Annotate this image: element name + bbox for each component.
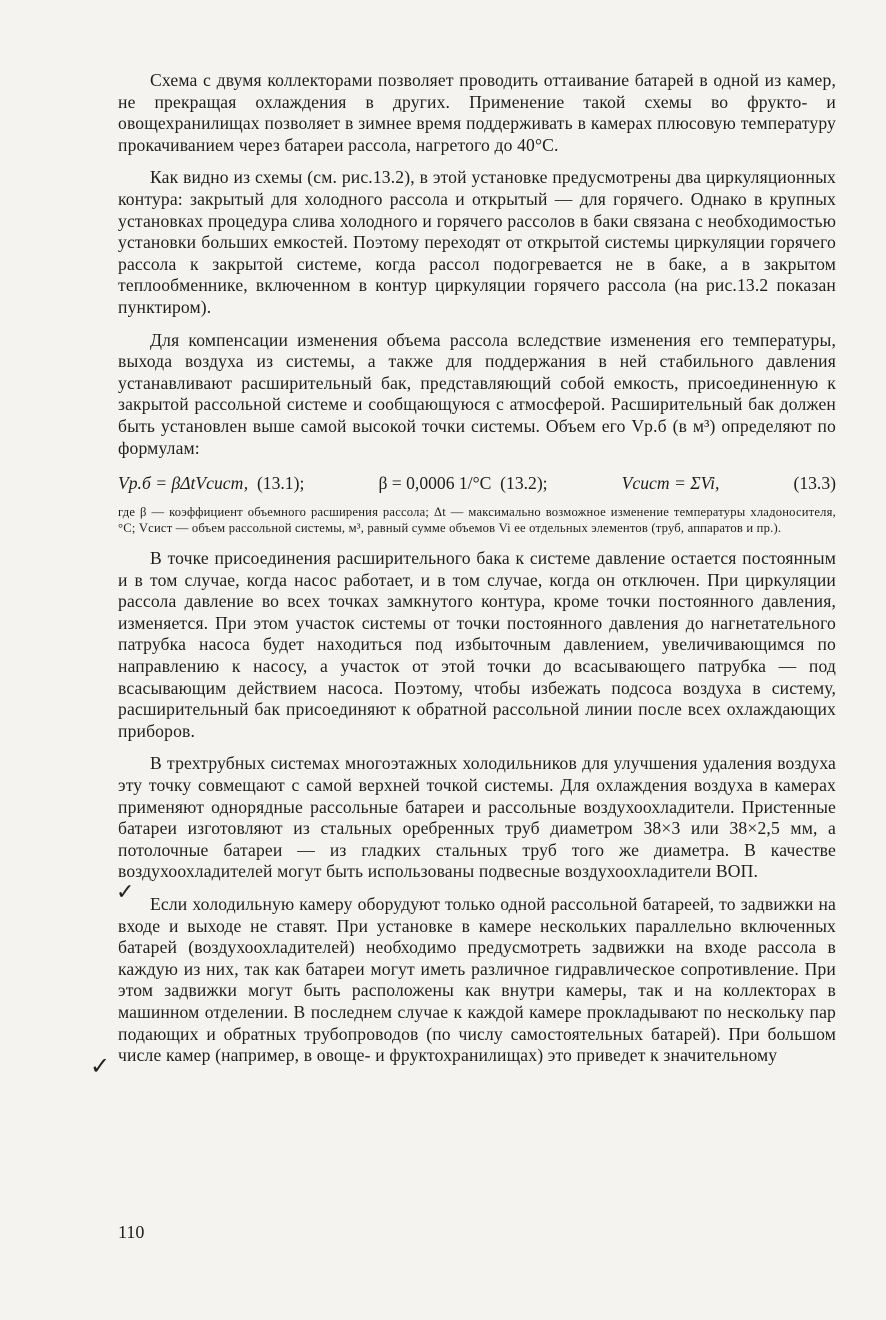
formula-13-1: Vр.б = βΔtVсист, (13.1); bbox=[118, 473, 305, 494]
handwritten-check-mark-2: ✓ bbox=[90, 1052, 111, 1080]
paragraph-4: В точке присоединения расширительного бака к системе давление остается постоянным и в том случае, когда насос работает, и в том случае, когда он отключен. При циркуляции рассола давление во всех точках замкнутого контура, кроме точки постоянного давления, изменяется. При этом участок системы от точки постоянного давления до нагнетательного патрубка насоса будет находиться под избыточным давлением, увеличивающимся по направлению к насосу, а участок от этой точки до всасывающего патрубка — под всасывающим действием насоса. Поэтому, чтобы избежать подсоса воздуха в систему, расширительный бак присоединяют к обратной рассольной линии после всех охлаждающих приборов. bbox=[118, 548, 836, 741]
formula-13-3-number: (13.3) bbox=[793, 473, 836, 494]
formula-line bbox=[118, 473, 836, 494]
paragraph-1: Схема с двумя коллекторами позволяет проводить оттаивание батарей в одной из камер, не прекращая охлаждения в других. Применение такой схемы во фрукто- и овощехранилищах позволяет в зимнее время поддерживать в камерах плюсовую температуру прокачиванием через батареи рассола, нагретого до 40°С. bbox=[118, 70, 836, 155]
paragraph-6: Если холодильную камеру оборудуют только одной рассольной батареей, то задвижки на входе и выходе не ставят. При установке в камере нескольких параллельно включенных батарей (воздухоохладителей) необходимо предусмотреть задвижки на входе рассола в каждую из них, так как батареи могут иметь различное гидравлическое сопротивление. При этом задвижки могут быть расположены как внутри камеры, так и на коллекторах в машинном отделении. В последнем случае к каждой камере прокладывают по нескольку пар подающих и обратных трубопроводов (по числу самостоятельных батарей). При большом числе камер (например, в овоще- и фруктохранилищах) это приведет к значительному bbox=[118, 894, 836, 1066]
formula-13-2: β = 0,0006 1/°С (13.2); bbox=[378, 473, 548, 494]
paragraph-2: Как видно из схемы (см. рис.13.2), в этой установке предусмотрены два циркуляционных контура: закрытый для холодного рассола и открытый — для горячего. Однако в крупных установках процедура слива холодного и горячего рассолов в баки связана с необходимостью установки больших емкостей. Поэтому переходят от открытой системы циркуляции горячего рассола к закрытой системе, когда рассол подогревается не в баке, а в закрытом теплообменнике, включенном в контур циркуляции горячего рассола (на рис.13.2 показан пунктиром). bbox=[118, 167, 836, 317]
formula-notes: где β — коэффициент объемного расширения рассола; Δt — максимально возможное изменение температуры хладоносителя, °С; Vсист — объем рассольной системы, м³, равный сумме объемов Vi ее отдельных элементов (труб, аппаратов и пр.). bbox=[118, 505, 836, 536]
paragraph-3: Для компенсации изменения объема рассола вследствие изменения его температуры, выхода воздуха из системы, а также для поддержания в ней стабильного давления устанавливают расширительный бак, представляющий собой емкость, присоединенную к закрытой рассольной системе и сообщающуюся с атмосферой. Расширительный бак должен быть установлен выше самой высокой точки системы. Объем его Vр.б (в м³) определяют по формулам: bbox=[118, 329, 836, 458]
paragraph-5: В трехтрубных системах многоэтажных холодильников для улучшения удаления воздуха эту точку совмещают с самой верхней точкой системы. Для охлаждения воздуха в камерах применяют однорядные рассольные батареи и рассольные воздухоохладители. Пристенные батареи изготовляют из стальных оребренных труб диаметром 38×3 или 38×2,5 мм, а потолочные батареи — из гладких стальных труб того же диаметра. В качестве воздухоохладителей могут быть использованы подвесные воздухоохладители ВОП. bbox=[118, 753, 836, 882]
handwritten-check-mark-1: ✓ bbox=[116, 880, 135, 905]
formula-13-3: Vсист = ΣVi, bbox=[621, 473, 720, 494]
page-number: 110 bbox=[118, 1222, 145, 1242]
page-content bbox=[118, 70, 836, 1078]
